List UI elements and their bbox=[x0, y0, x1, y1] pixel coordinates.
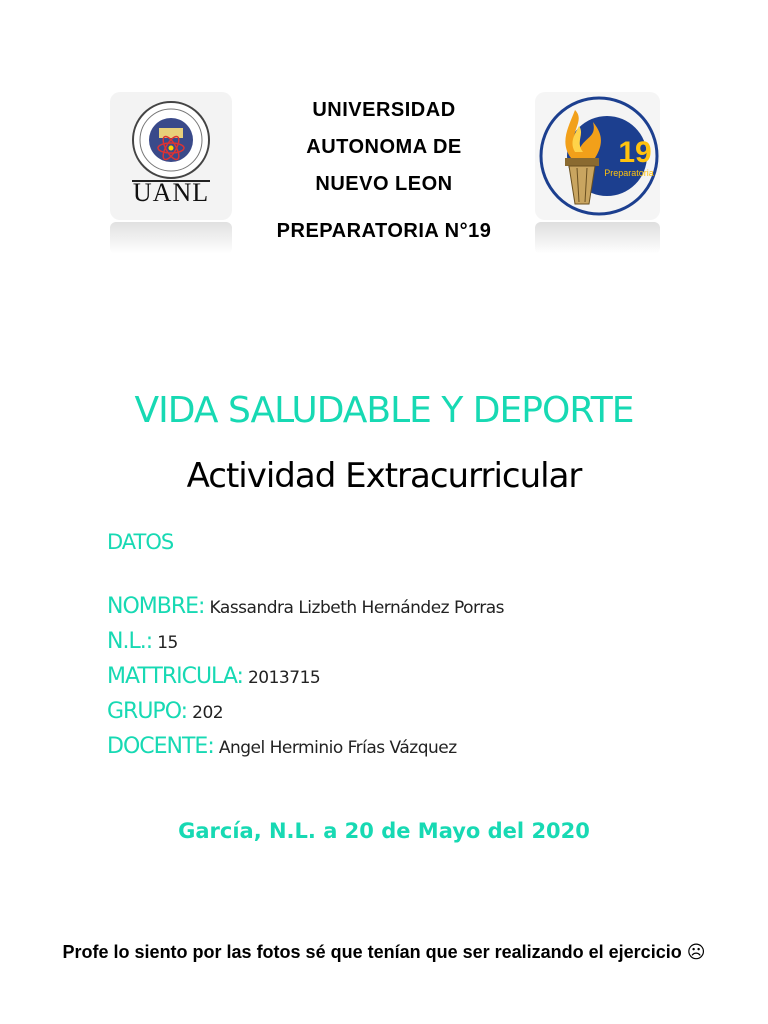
uanl-logo-text: UANL bbox=[132, 178, 210, 207]
field-value: Kassandra Lizbeth Hernández Porras bbox=[209, 598, 505, 618]
main-subtitle: Actividad Extracurricular bbox=[186, 456, 582, 496]
main-title: VIDA SALUDABLE Y DEPORTE bbox=[134, 390, 634, 431]
university-name bbox=[240, 92, 528, 203]
field-value: 2013715 bbox=[247, 668, 321, 688]
field-docente bbox=[107, 734, 457, 759]
field-label: DOCENTE: bbox=[107, 734, 214, 759]
prepa19-logo-reflection bbox=[535, 222, 660, 254]
field-grupo bbox=[107, 699, 223, 724]
field-label: N.L.: bbox=[107, 629, 153, 654]
uanl-logo-reflection bbox=[110, 222, 232, 254]
field-label: GRUPO: bbox=[107, 699, 188, 724]
prepa19-logo-word: Preparatoria bbox=[604, 168, 654, 178]
university-name-line: NUEVO LEON bbox=[315, 173, 453, 195]
footer-note: Profe lo siento por las fotos sé que tenían que ser realizando el ejercicio ☹ bbox=[62, 942, 706, 962]
field-value: 15 bbox=[157, 633, 178, 653]
prepa19-logo-number: 19 bbox=[618, 136, 652, 169]
university-name-line: AUTONOMA DE bbox=[306, 136, 462, 158]
prepa19-logo bbox=[535, 92, 660, 220]
field-matricula bbox=[107, 664, 320, 689]
field-label: NOMBRE: bbox=[107, 594, 205, 619]
datos-heading: DATOS bbox=[107, 530, 174, 554]
uanl-logo bbox=[110, 92, 232, 220]
place-date: García, N.L. a 20 de Mayo del 2020 bbox=[178, 819, 590, 843]
field-nl bbox=[107, 629, 178, 654]
field-value: 202 bbox=[192, 703, 224, 723]
school-name: PREPARATORIA N°19 bbox=[276, 220, 492, 242]
university-name-line: UNIVERSIDAD bbox=[312, 99, 456, 121]
field-value: Angel Herminio Frías Vázquez bbox=[218, 738, 457, 758]
field-label: MATTRICULA: bbox=[107, 664, 243, 689]
field-nombre bbox=[107, 594, 504, 619]
